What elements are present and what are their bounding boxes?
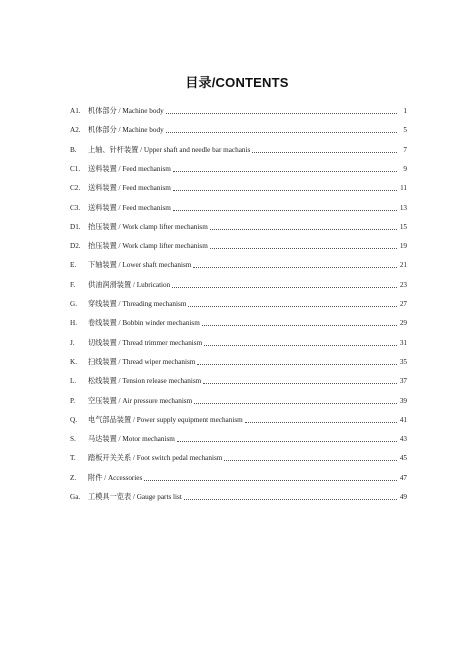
toc-entry-page-number: 49 (399, 493, 407, 501)
toc-entry-title: 扫线装置 / Thread wiper mechanism (88, 357, 196, 366)
toc-entry-title: 穿线装置 / Threading mechanism (88, 300, 187, 308)
toc-entry-title: 送料装置 / Feed mechanism (88, 203, 171, 212)
toc-entry-page-number: 23 (399, 280, 407, 289)
toc-entry-page-number: 9 (403, 164, 407, 173)
toc-entry-code: G. (70, 300, 77, 308)
toc-entry-page-number: 7 (403, 145, 407, 154)
toc-dot-leader (173, 189, 397, 191)
toc-entry-page-number: 39 (399, 396, 407, 405)
toc-entry-code: H. (70, 319, 77, 328)
toc-entry-code: C2. (70, 184, 81, 193)
toc-entry-code: C1. (70, 164, 81, 173)
toc-entry-code: A1. (70, 107, 81, 115)
toc-entry[interactable] (70, 258, 407, 270)
toc-entry[interactable] (70, 355, 407, 367)
toc-entry-page-number: 35 (399, 357, 407, 366)
toc-entry[interactable] (70, 239, 407, 251)
toc-entry[interactable] (70, 143, 407, 155)
toc-entry-title: 电气部品装置 / Power supply equipment mechanism (88, 415, 243, 424)
toc-entry-code: J. (70, 338, 75, 347)
toc-entry-code: L. (70, 377, 77, 386)
toc-entry-code: E. (70, 261, 77, 270)
toc-entry[interactable] (70, 123, 407, 135)
toc-dot-leader (224, 459, 397, 461)
page-title: 目录/CONTENTS (185, 75, 289, 90)
toc-entry-title: 机体部分 / Machine body (88, 126, 164, 135)
toc-entry[interactable] (70, 104, 407, 116)
toc-entry-title: 附件 / Accessories (88, 473, 143, 482)
toc-dot-leader (197, 363, 397, 365)
toc-entry-code: S. (70, 435, 76, 444)
toc-entry-title: 下轴装置 / Lower shaft mechanism (88, 261, 192, 270)
toc-entry[interactable] (70, 432, 407, 444)
toc-entry-code: Z. (70, 473, 77, 482)
toc-entry-page-number: 1 (403, 107, 407, 115)
toc-entry-page-number: 31 (399, 338, 407, 347)
toc-entry-code: C3. (70, 203, 81, 212)
toc-entry-title: 送料装置 / Feed mechanism (88, 184, 171, 193)
toc-dot-leader (166, 112, 397, 114)
toc-dot-leader (203, 382, 397, 384)
toc-entry-code: Ga. (70, 493, 81, 501)
toc-entry-title: 松线装置 / Tension release mechanism (88, 377, 202, 386)
toc-entry-title: 供油润滑装置 / Lubrication (88, 280, 171, 289)
toc-entry-page-number: 21 (399, 261, 407, 270)
toc-entry-code: T. (70, 454, 76, 463)
toc-entry-code: K. (70, 357, 77, 366)
toc-entry-code: P. (70, 396, 75, 405)
toc-entry-title: 马达装置 / Motor mechanism (88, 435, 175, 444)
toc-entry[interactable] (70, 297, 407, 309)
toc-entry-code: B. (70, 145, 77, 154)
toc-dot-leader (252, 151, 397, 153)
toc-entry[interactable] (70, 162, 407, 174)
toc-entry-title: 机体部分 / Machine body (88, 107, 164, 115)
toc-entry[interactable] (70, 471, 407, 483)
toc-dot-leader (193, 266, 397, 268)
toc-dot-leader (204, 344, 397, 346)
toc-entry-page-number: 15 (399, 222, 407, 231)
toc-entry[interactable] (70, 374, 407, 386)
toc-dot-leader (184, 498, 397, 500)
toc-entry-title: 工模具一览表 / Gauge parts list (88, 493, 182, 501)
toc-entry-page-number: 29 (399, 319, 407, 328)
toc-entry[interactable] (70, 336, 407, 348)
toc-dot-leader (210, 247, 397, 249)
toc-entry-title: 送料装置 / Feed mechanism (88, 164, 171, 173)
toc-dot-leader (144, 479, 397, 481)
toc-entry-page-number: 37 (399, 377, 407, 386)
toc-dot-leader (166, 131, 397, 133)
toc-dot-leader (173, 170, 397, 172)
toc-entry-title: 上轴、针杆装置 / Upper shaft and needle bar machanis (88, 145, 251, 154)
toc-dot-leader (177, 440, 397, 442)
toc-entry-code: F. (70, 280, 76, 289)
toc-entry-title: 卷线装置 / Bobbin winder mechanism (88, 319, 200, 328)
toc-entry[interactable] (70, 413, 407, 425)
toc-entry-code: A2. (70, 126, 81, 135)
toc-entry[interactable] (70, 316, 407, 328)
toc-dot-leader (188, 305, 397, 307)
toc-entry-code: D1. (70, 222, 81, 231)
toc-entry-title: 踏板开关关系 / Foot switch pedal mechanism (88, 454, 223, 463)
toc-entry-page-number: 27 (399, 300, 407, 308)
toc-entry[interactable] (70, 220, 407, 232)
toc-entry-page-number: 5 (403, 126, 407, 135)
toc-dot-leader (173, 209, 397, 211)
toc-dot-leader (245, 421, 397, 423)
toc-entry-title: 切线装置 / Thread trimmer mechanism (88, 338, 203, 347)
toc-entry-page-number: 41 (399, 415, 407, 424)
toc-entry-title: 抬压装置 / Work clamp lifter mechanism (88, 222, 208, 231)
toc-entry[interactable] (70, 490, 407, 502)
toc-entry-page-number: 45 (399, 454, 407, 463)
toc-entry-page-number: 11 (400, 184, 407, 193)
toc-entry-title: 空压装置 / Air pressure mechanism (88, 396, 193, 405)
toc-entry-code: Q. (70, 415, 77, 424)
toc-entry[interactable] (70, 394, 407, 406)
toc-dot-leader (194, 402, 397, 404)
toc-entry[interactable] (70, 451, 407, 463)
toc-entry[interactable] (70, 181, 407, 193)
toc-dot-leader (202, 324, 397, 326)
toc-entry-page-number: 43 (399, 435, 407, 444)
toc-entry[interactable] (70, 201, 407, 213)
toc-entry-page-number: 13 (399, 203, 407, 212)
toc-dot-leader (172, 286, 397, 288)
toc-entry-page-number: 47 (399, 473, 407, 482)
toc-entry-code: D2. (70, 242, 81, 251)
toc-dot-leader (210, 228, 397, 230)
toc-entry-page-number: 19 (399, 242, 407, 251)
toc-entry[interactable] (70, 278, 407, 290)
toc-entry-title: 抬压装置 / Work clamp lifter mechanism (88, 242, 208, 251)
